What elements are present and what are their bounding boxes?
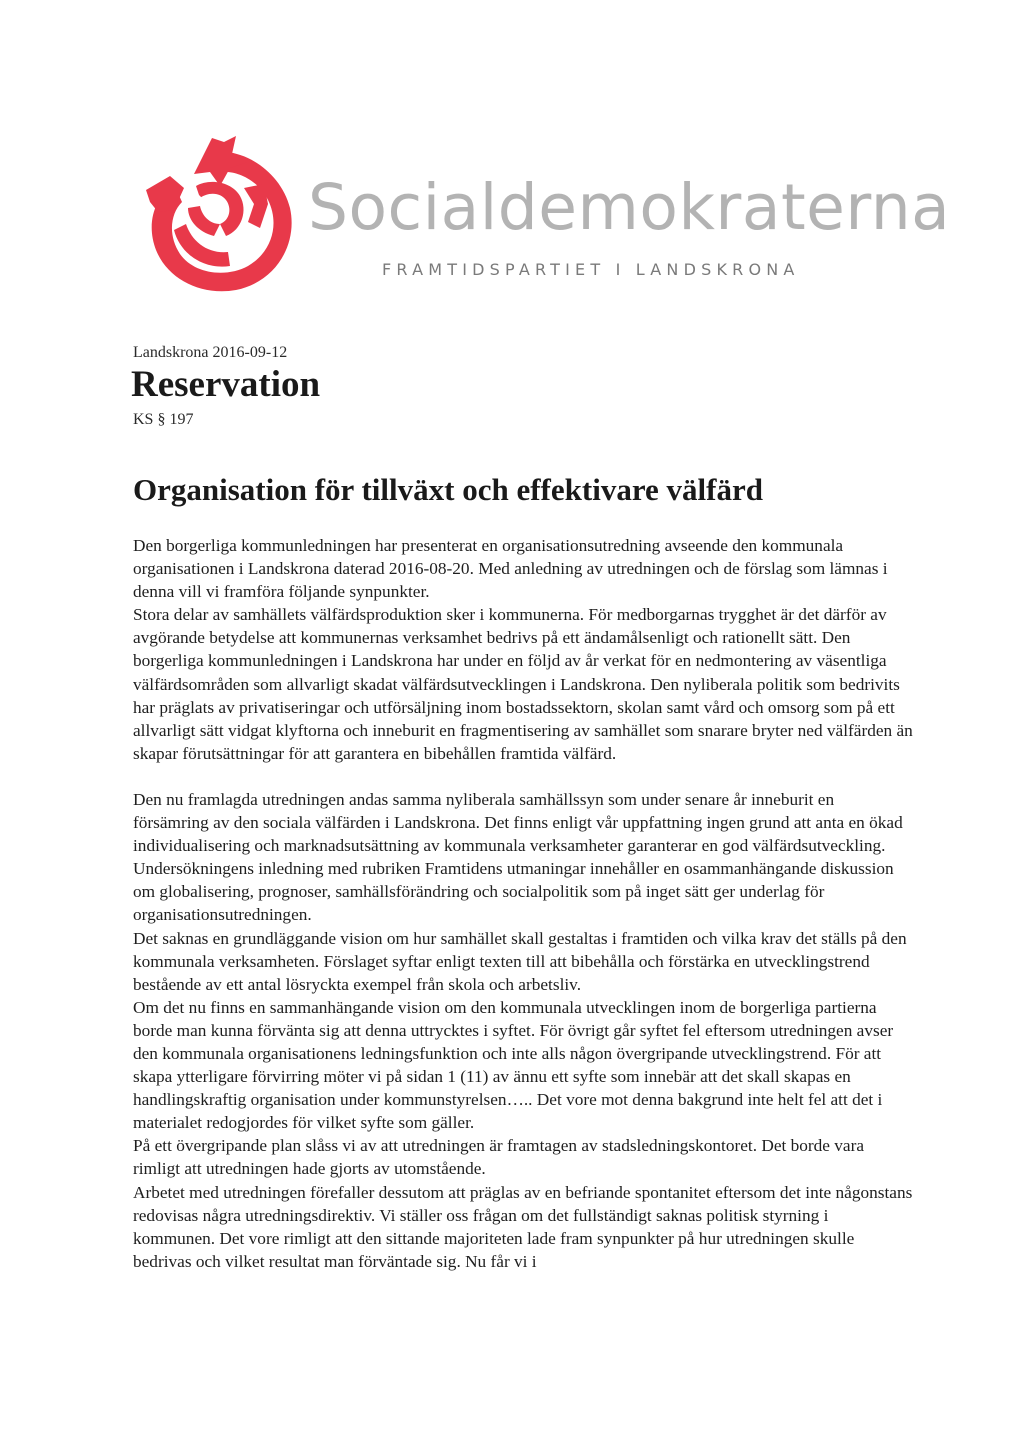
brand-tagline: FRAMTIDSPARTIET I LANDSKRONA (382, 260, 800, 279)
paragraph: Den nu framlagda utredningen andas samma nyliberala samhällssyn som under senare år inneburit en försämring av den sociala välfärden i Landskrona. Det finns enligt vår uppfattning ingen grund att anta en ökad individualisering och marknadsutsättning av kommunala verksamheter garanterar en god välfärdsutveckling. Undersökningens inledning med rubriken Framtidens utmaningar innehåller en osammanhängande diskussion om globalisering, prognoser, samhällsförändring och socialpolitik som på inget sätt ger underlag för organisationsutredningen. (133, 789, 903, 925)
paragraph: Om det nu finns en sammanhängande vision om den kommunala utvecklingen inom de borgerliga partierna borde man kunna förvänta sig att denna uttrycktes i syftet. För övrigt går syftet fel eftersom utredningen avser den kommunala organisationens ledningsfunktion och inte alls någon övergripande utvecklingstrend. För att skapa ytterligare förvirring möter vi på sidan 1 (11) av ännu ett syfte som innebär att det skall skapas en handlingskraftig organisation under kommunstyrelsen….. Det vore mot denna bakgrund inte helt fel att det i materialet redogjordes för vilket syfte som gäller. (133, 997, 894, 1133)
place-date: Landskrona 2016-09-12 (133, 344, 288, 361)
document-title: Organisation för tillväxt och effektivare välfärd (133, 472, 763, 507)
case-reference: KS § 197 (133, 411, 194, 428)
paragraph: Stora delar av samhällets välfärdsproduktion sker i kommunerna. För medborgarnas trygghet är det därför av avgörande betydelse att kommunernas verksamhet bedrivs på ett ändamålsenligt och rationellt sätt. Den borgerliga kommunledningen i Landskrona har under en följd av år verkat för en nedmontering av väsentliga välfärdsområden som allvarligt skadat välfärdsutvecklingen i Landskrona. Den nyliberala politik som bedrivits har präglats av privatiseringar och utförsäljning inom bostadssektorn, skolan samt vård och omsorg som på ett allvarligt sätt vidgat klyftorna och inneburit en fragmentisering av samhället som snarare bryter ned välfärden än skapar förutsättningar för att garantera en bibehållen framtida välfärd. (133, 605, 913, 763)
paragraph: Arbetet med utredningen förefaller dessutom att präglas av en befriande spontanitet eftersom det inte någonstans redovisas några utredningsdirektiv. Vi ställer oss frågan om det fullständigt saknas politisk styrning i kommunen. Det vore rimligt att den sittande majoriteten lade fram synpunkter på hur utredningen skulle bedrivas och vilket resultat man förväntade sig. Nu får vi i (133, 1182, 913, 1271)
document-type-heading: Reservation (131, 364, 321, 405)
brand-name: Socialdemokraterna (308, 171, 951, 244)
paragraph: På ett övergripande plan slåss vi av att utredningen är framtagen av stadsledningskontoret. Det borde vara rimligt att utredningen hade gjorts av utomstående. (133, 1136, 865, 1179)
body-text (133, 534, 913, 1273)
rose-icon (140, 132, 300, 296)
paragraph: Den borgerliga kommunledningen har presenterat en organisationsutredning avseende den kommunala organisationen i Landskrona daterad 2016-08-20. Med anledning av utredningen och de förslag som lämnas i denna vill vi framföra följande synpunkter. (133, 536, 888, 602)
paragraph: Det saknas en grundläggande vision om hur samhället skall gestaltas i framtiden och vilka krav det ställs på den kommunala verksamheten. Förslaget syftar enligt texten till att bibehålla och förstärka en utvecklingstrend bestående av ett antal lösryckta exempel från skola och arbetsliv. (133, 928, 907, 994)
